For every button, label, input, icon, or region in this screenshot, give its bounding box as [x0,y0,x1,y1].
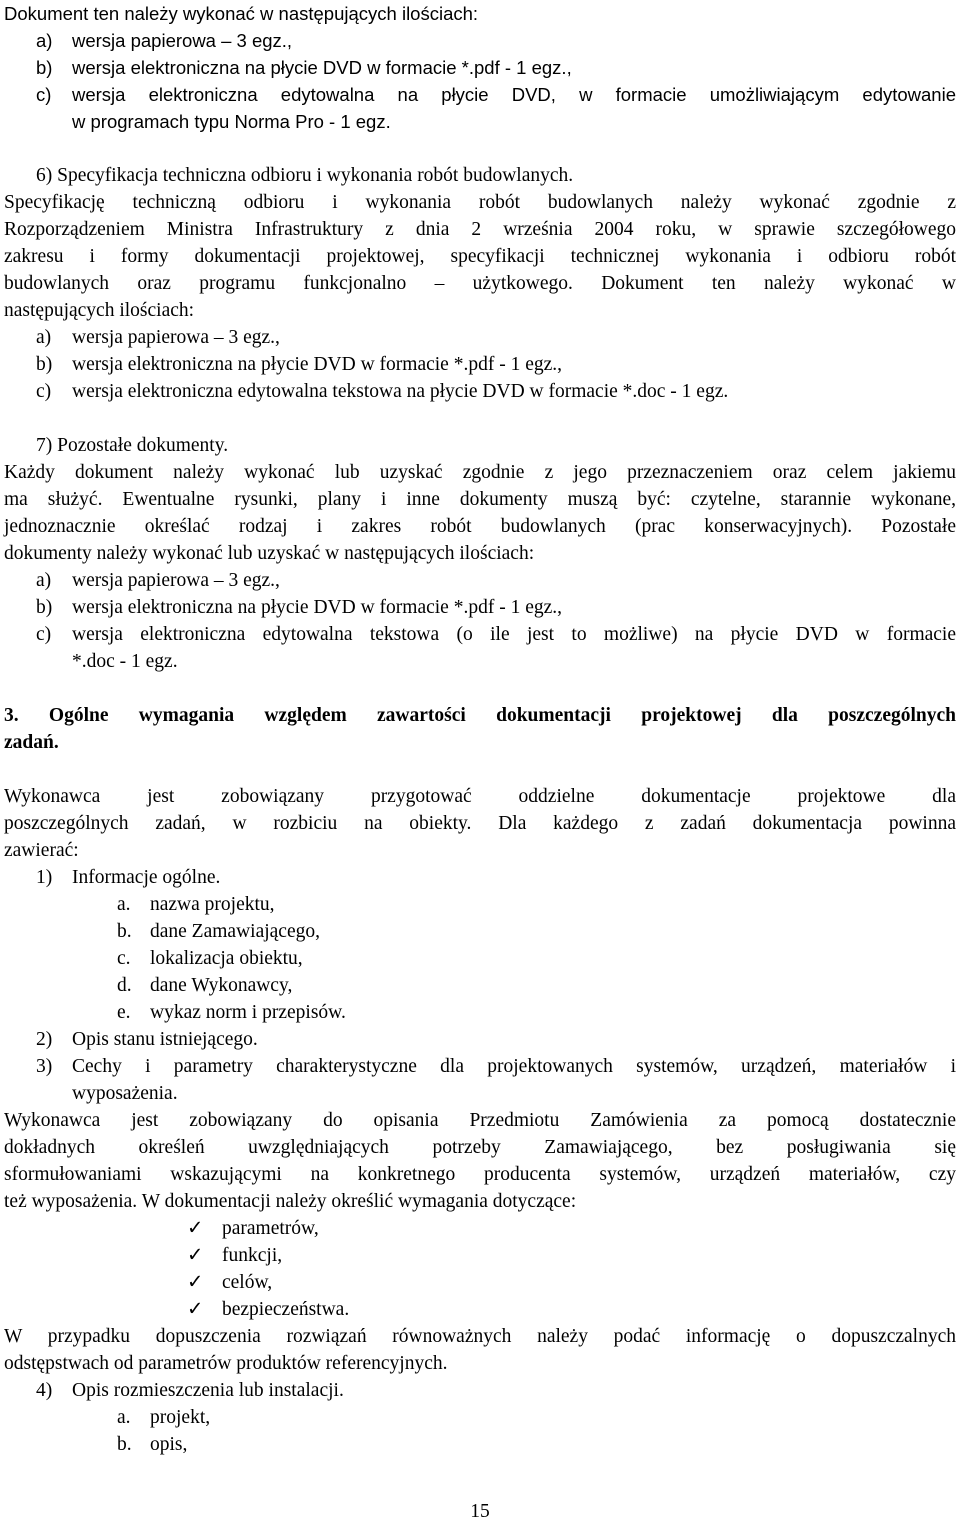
list-marker: c) [36,381,52,402]
list-marker: b) [36,354,53,375]
list-item-text: nazwa projektu, [150,894,275,915]
section3-item-1 [4,864,956,891]
list-marker: a) [36,570,52,591]
block1-item-c-cont: w programach typu Norma Pro - 1 egz. [72,111,391,132]
list-item-text: wersja papierowa – 3 egz., [72,570,280,591]
list-item-text: wersja elektroniczna edytowalna tekstowa (o ile jest to możliwe) na płycie DVD w formacie [72,624,956,645]
list-marker: d. [117,975,132,996]
list-marker: b) [36,597,53,618]
list-item-text: wersja elektroniczna edytowalna na płycie DVD, w formacie umożliwiającym edytowanie [72,84,956,105]
list-item-text: wersja elektroniczna edytowalna tekstowa na płycie DVD w formacie *.doc - 1 egz. [72,381,729,402]
checkmark-icon: ✓ [187,1299,204,1320]
list-marker: a) [36,327,52,348]
checklist-item [4,1242,956,1269]
list-item-text: wersja papierowa – 3 egz., [72,30,293,51]
section3-paragraph-line: odstępstwach od parametrów produktów referencyjnych. [4,1353,448,1374]
list-item-text: Informacje ogólne. [72,867,221,888]
section3-paragraph-line: Wykonawca jest zobowiązany do opisania Przedmiotu Zamówienia za pomocą dostatecznie [4,1110,956,1131]
list-marker: e. [117,1002,131,1023]
section3-paragraph-line: też wyposażenia. W dokumentacji należy określić wymagania dotyczące: [4,1191,577,1212]
list-marker: c. [117,948,131,969]
block1-intro: Dokument ten należy wykonać w następujących ilościach: [4,3,479,24]
section6-item-a [4,324,956,351]
section3-item-2 [4,1026,956,1053]
section7-item-a [4,567,956,594]
section7-paragraph-line: jednoznacznie określać rodzaj i zakres robót budowlanych (prac konserwacyjnych). Pozostałe [4,516,956,537]
sublist-item [4,1404,956,1431]
section3-item-3 [4,1053,956,1080]
section3-paragraph-line: poszczególnych zadań, w rozbiciu na obiekty. Dla każdego z zadań dokumentacja powinna [4,813,956,834]
sublist-item [4,945,956,972]
sublist-item [4,891,956,918]
checklist-item-text: funkcji, [222,1245,283,1266]
sublist-item [4,1431,956,1458]
list-item-text: wykaz norm i przepisów. [150,1002,346,1023]
block1-item-a [4,27,956,54]
section6-heading: 6) Specyfikacja techniczna odbioru i wykonania robót budowlanych. [36,165,574,186]
checkmark-icon: ✓ [187,1272,204,1293]
list-marker: 2) [36,1029,53,1050]
sublist-item [4,999,956,1026]
sublist-item [4,918,956,945]
checkmark-icon: ✓ [187,1218,204,1239]
list-marker: 4) [36,1380,53,1401]
page-number: 15 [470,1501,490,1522]
section3-item-4 [4,1377,956,1404]
list-marker: a. [117,1407,131,1428]
block1-item-c [4,81,956,108]
list-item-text: Opis rozmieszczenia lub instalacji. [72,1380,344,1401]
section6-item-b [4,351,956,378]
list-marker: a. [117,894,131,915]
document-page [4,0,956,1458]
checklist-item [4,1215,956,1242]
section7-heading: 7) Pozostałe dokumenty. [36,435,229,456]
checklist-item-text: parametrów, [222,1218,319,1239]
list-marker: b) [36,57,53,78]
list-item-text: dane Wykonawcy, [150,975,293,996]
list-item-text: wersja elektroniczna na płycie DVD w formacie *.pdf - 1 egz., [72,354,563,375]
section6-paragraph-line: Specyfikację techniczną odbioru i wykonania robót budowlanych należy wykonać zgodnie z [4,192,956,213]
list-item-text: Cechy i parametry charakterystyczne dla projektowanych systemów, urządzeń, materiałów i [72,1056,956,1077]
checklist-item-text: bezpieczeństwa. [222,1299,350,1320]
section6-item-c [4,378,956,405]
list-marker: c) [36,624,52,645]
list-marker: c) [36,84,52,105]
sublist-item [4,972,956,999]
list-item-text: wersja elektroniczna na płycie DVD w formacie *.pdf - 1 egz., [72,597,563,618]
list-item-text: wersja papierowa – 3 egz., [72,327,280,348]
list-item-text: lokalizacja obiektu, [150,948,303,969]
section7-item-c [4,621,956,648]
section6-paragraph-line: Rozporządzeniem Ministra Infrastruktury z dnia 2 września 2004 roku, w sprawie szczegółowego [4,219,956,240]
section3-paragraph-line: W przypadku dopuszczenia rozwiązań równoważnych należy podać informację o dopuszczalnych [4,1326,956,1347]
section7-paragraph-line: dokumenty należy wykonać lub uzyskać w następujących ilościach: [4,543,535,564]
section7-paragraph-line: Każdy dokument należy wykonać lub uzyskać zgodnie z jego przeznaczeniem oraz celem jakiemu [4,462,956,483]
list-marker: a) [36,30,53,51]
section6-paragraph-line: zakresu i formy dokumentacji projektowej, specyfikacji technicznej wykonania i odbioru robót [4,246,956,267]
list-item-text: projekt, [150,1407,211,1428]
checklist-item-text: celów, [222,1272,273,1293]
section7-item-b [4,594,956,621]
section3-heading: 3. Ogólne wymagania względem zawartości dokumentacji projektowej dla poszczególnych [4,705,956,726]
section3-heading-cont: zadań. [4,732,59,753]
section3-paragraph-line: dokładnych określeń uwzględniających potrzeby Zamawiającego, bez posługiwania się [4,1137,956,1158]
list-item-text: opis, [150,1434,188,1455]
checkmark-icon: ✓ [187,1245,204,1266]
section3-paragraph-line: sformułowaniami wskazującymi na konkretnego producenta systemów, urządzeń materiałów, czy [4,1164,956,1185]
section7-item-c-cont: *.doc - 1 egz. [72,651,178,672]
section6-paragraph-line: następujących ilościach: [4,300,195,321]
list-marker: 1) [36,867,53,888]
section6-paragraph-line: budowlanych oraz programu funkcjonalno – użytkowego. Dokument ten należy wykonać w [4,273,956,294]
list-item-text: wersja elektroniczna na płycie DVD w formacie *.pdf - 1 egz., [72,57,572,78]
block1-item-b [4,54,956,81]
section7-paragraph-line: ma służyć. Ewentualne rysunki, plany i inne dokumenty muszą być: czytelne, starannie wykonane, [4,489,956,510]
checklist-item [4,1269,956,1296]
section3-paragraph-line: zawierać: [4,840,79,861]
section3-paragraph-line: Wykonawca jest zobowiązany przygotować oddzielne dokumentacje projektowe dla [4,786,956,807]
list-marker: b. [117,921,132,942]
checklist-item [4,1296,956,1323]
list-marker: b. [117,1434,132,1455]
list-item-text: dane Zamawiającego, [150,921,320,942]
section3-item-3-cont: wyposażenia. [72,1083,178,1104]
list-item-text: Opis stanu istniejącego. [72,1029,258,1050]
list-marker: 3) [36,1056,53,1077]
